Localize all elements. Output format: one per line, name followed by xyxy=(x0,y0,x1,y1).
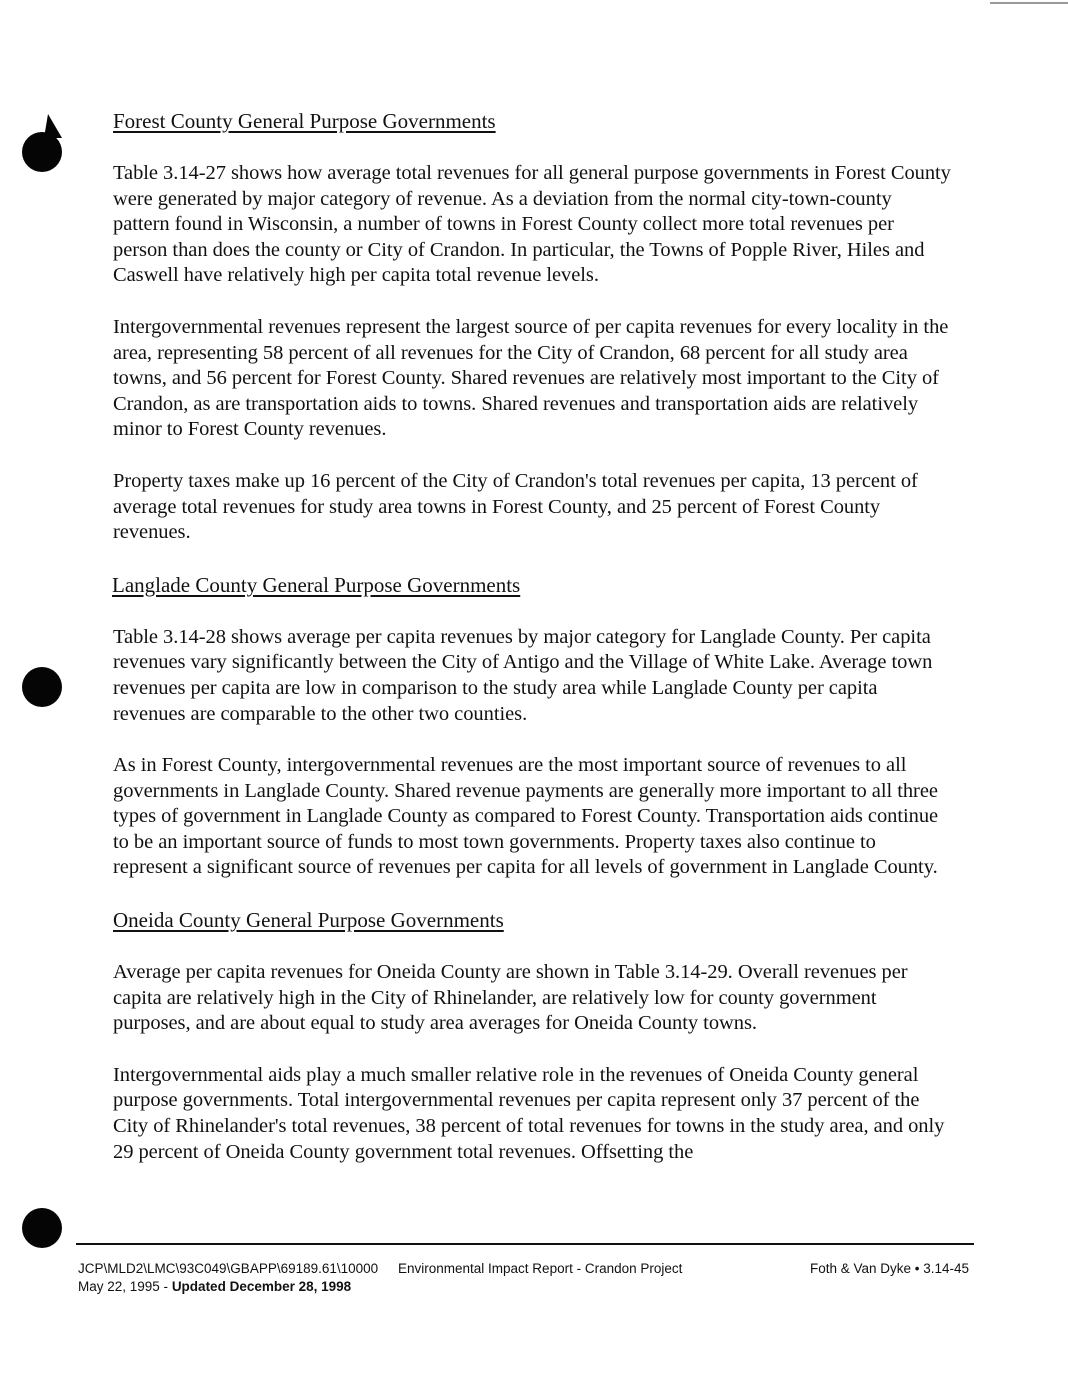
paragraph: Intergovernmental aids play a much smaller relative role in the revenues of Oneida County general purpose governments. Total intergovernmental revenues per capita represent only 37 percent of the City of Rhinelander's total revenues, 38 percent of total revenues for towns in the study area, and only 29 percent of Oneida County government total revenues. Offsetting the xyxy=(113,1063,945,1163)
section-heading-forest: Forest County General Purpose Governments xyxy=(113,109,496,133)
section-heading-oneida: Oneida County General Purpose Governments xyxy=(113,908,504,933)
footer-page-number: Foth & Van Dyke • 3.14-45 xyxy=(810,1261,970,1276)
footer-date-original: May 22, 1995 - xyxy=(78,1279,172,1294)
footer-date-updated: Updated December 28, 1998 xyxy=(171,1279,352,1294)
binder-hole-mark xyxy=(22,1208,62,1248)
paragraph: Table 3.14-27 shows how average total revenues for all general purpose governments in Forest County were generated by major category of revenue. As a deviation from the normal city-town-county pattern found in Wisconsin, a number of towns in Forest County collect more total revenues per person than does the county or City of Crandon. In particular, the Towns of Popple River, Hiles and Caswell have relatively high per capita total revenue levels. xyxy=(113,162,951,287)
paragraph: As in Forest County, intergovernmental revenues are the most important source of revenues to all governments in Langlade County. Shared revenue payments are generally more important to all three types of government in Langlade County as compared to Forest County. Transportation aids continue to be an important source of funds to most town governments. Property taxes also continue to represent a significant source of revenues per capita for all levels of government in Langlade County. xyxy=(113,754,939,879)
footer-left xyxy=(78,1260,378,1296)
document-body xyxy=(113,108,953,1191)
paragraph: Intergovernmental revenues represent the largest source of per capita revenues for every locality in the area, representing 58 percent of all revenues for the City of Crandon, 68 percent for all study area towns, and 56 percent for Forest County. Shared revenues are relatively most important to the City of Crandon, as are transportation aids to towns. Shared revenues and transportation aids are relatively minor to Forest County revenues. xyxy=(113,315,949,441)
paragraph: Table 3.14-28 shows average per capita revenues by major category for Langlade County. Per capita revenues vary significantly between the City of Antigo and the Village of White Lake. Average town revenues per capita are low in comparison to the study area while Langlade County per capita revenues are comparable to the other two counties. xyxy=(113,625,933,725)
footer-date xyxy=(78,1278,378,1296)
paragraph: Property taxes make up 16 percent of the City of Crandon's total revenues per capita, 13 percent of average total revenues for study area towns in Forest County, and 25 percent of Forest County revenues. xyxy=(113,469,918,544)
paragraph: Average per capita revenues for Oneida County are shown in Table 3.14-29. Overall revenues per capita are relatively high in the City of Rhinelander, are relatively low for county government purposes, and are about equal to study area averages for Oneida County towns. xyxy=(113,961,908,1035)
footer-report-title: Environmental Impact Report - Crandon Project xyxy=(398,1261,683,1276)
section-heading-langlade: Langlade County General Purpose Governments xyxy=(112,572,521,597)
scan-edge-line xyxy=(990,2,1068,4)
footer-divider xyxy=(76,1243,974,1245)
footer-file-path: JCP\MLD2\LMC\93C049\GBAPP\69189.61\10000 xyxy=(78,1261,379,1276)
binder-hole-mark xyxy=(22,667,62,707)
binder-hole-mark xyxy=(22,132,62,172)
